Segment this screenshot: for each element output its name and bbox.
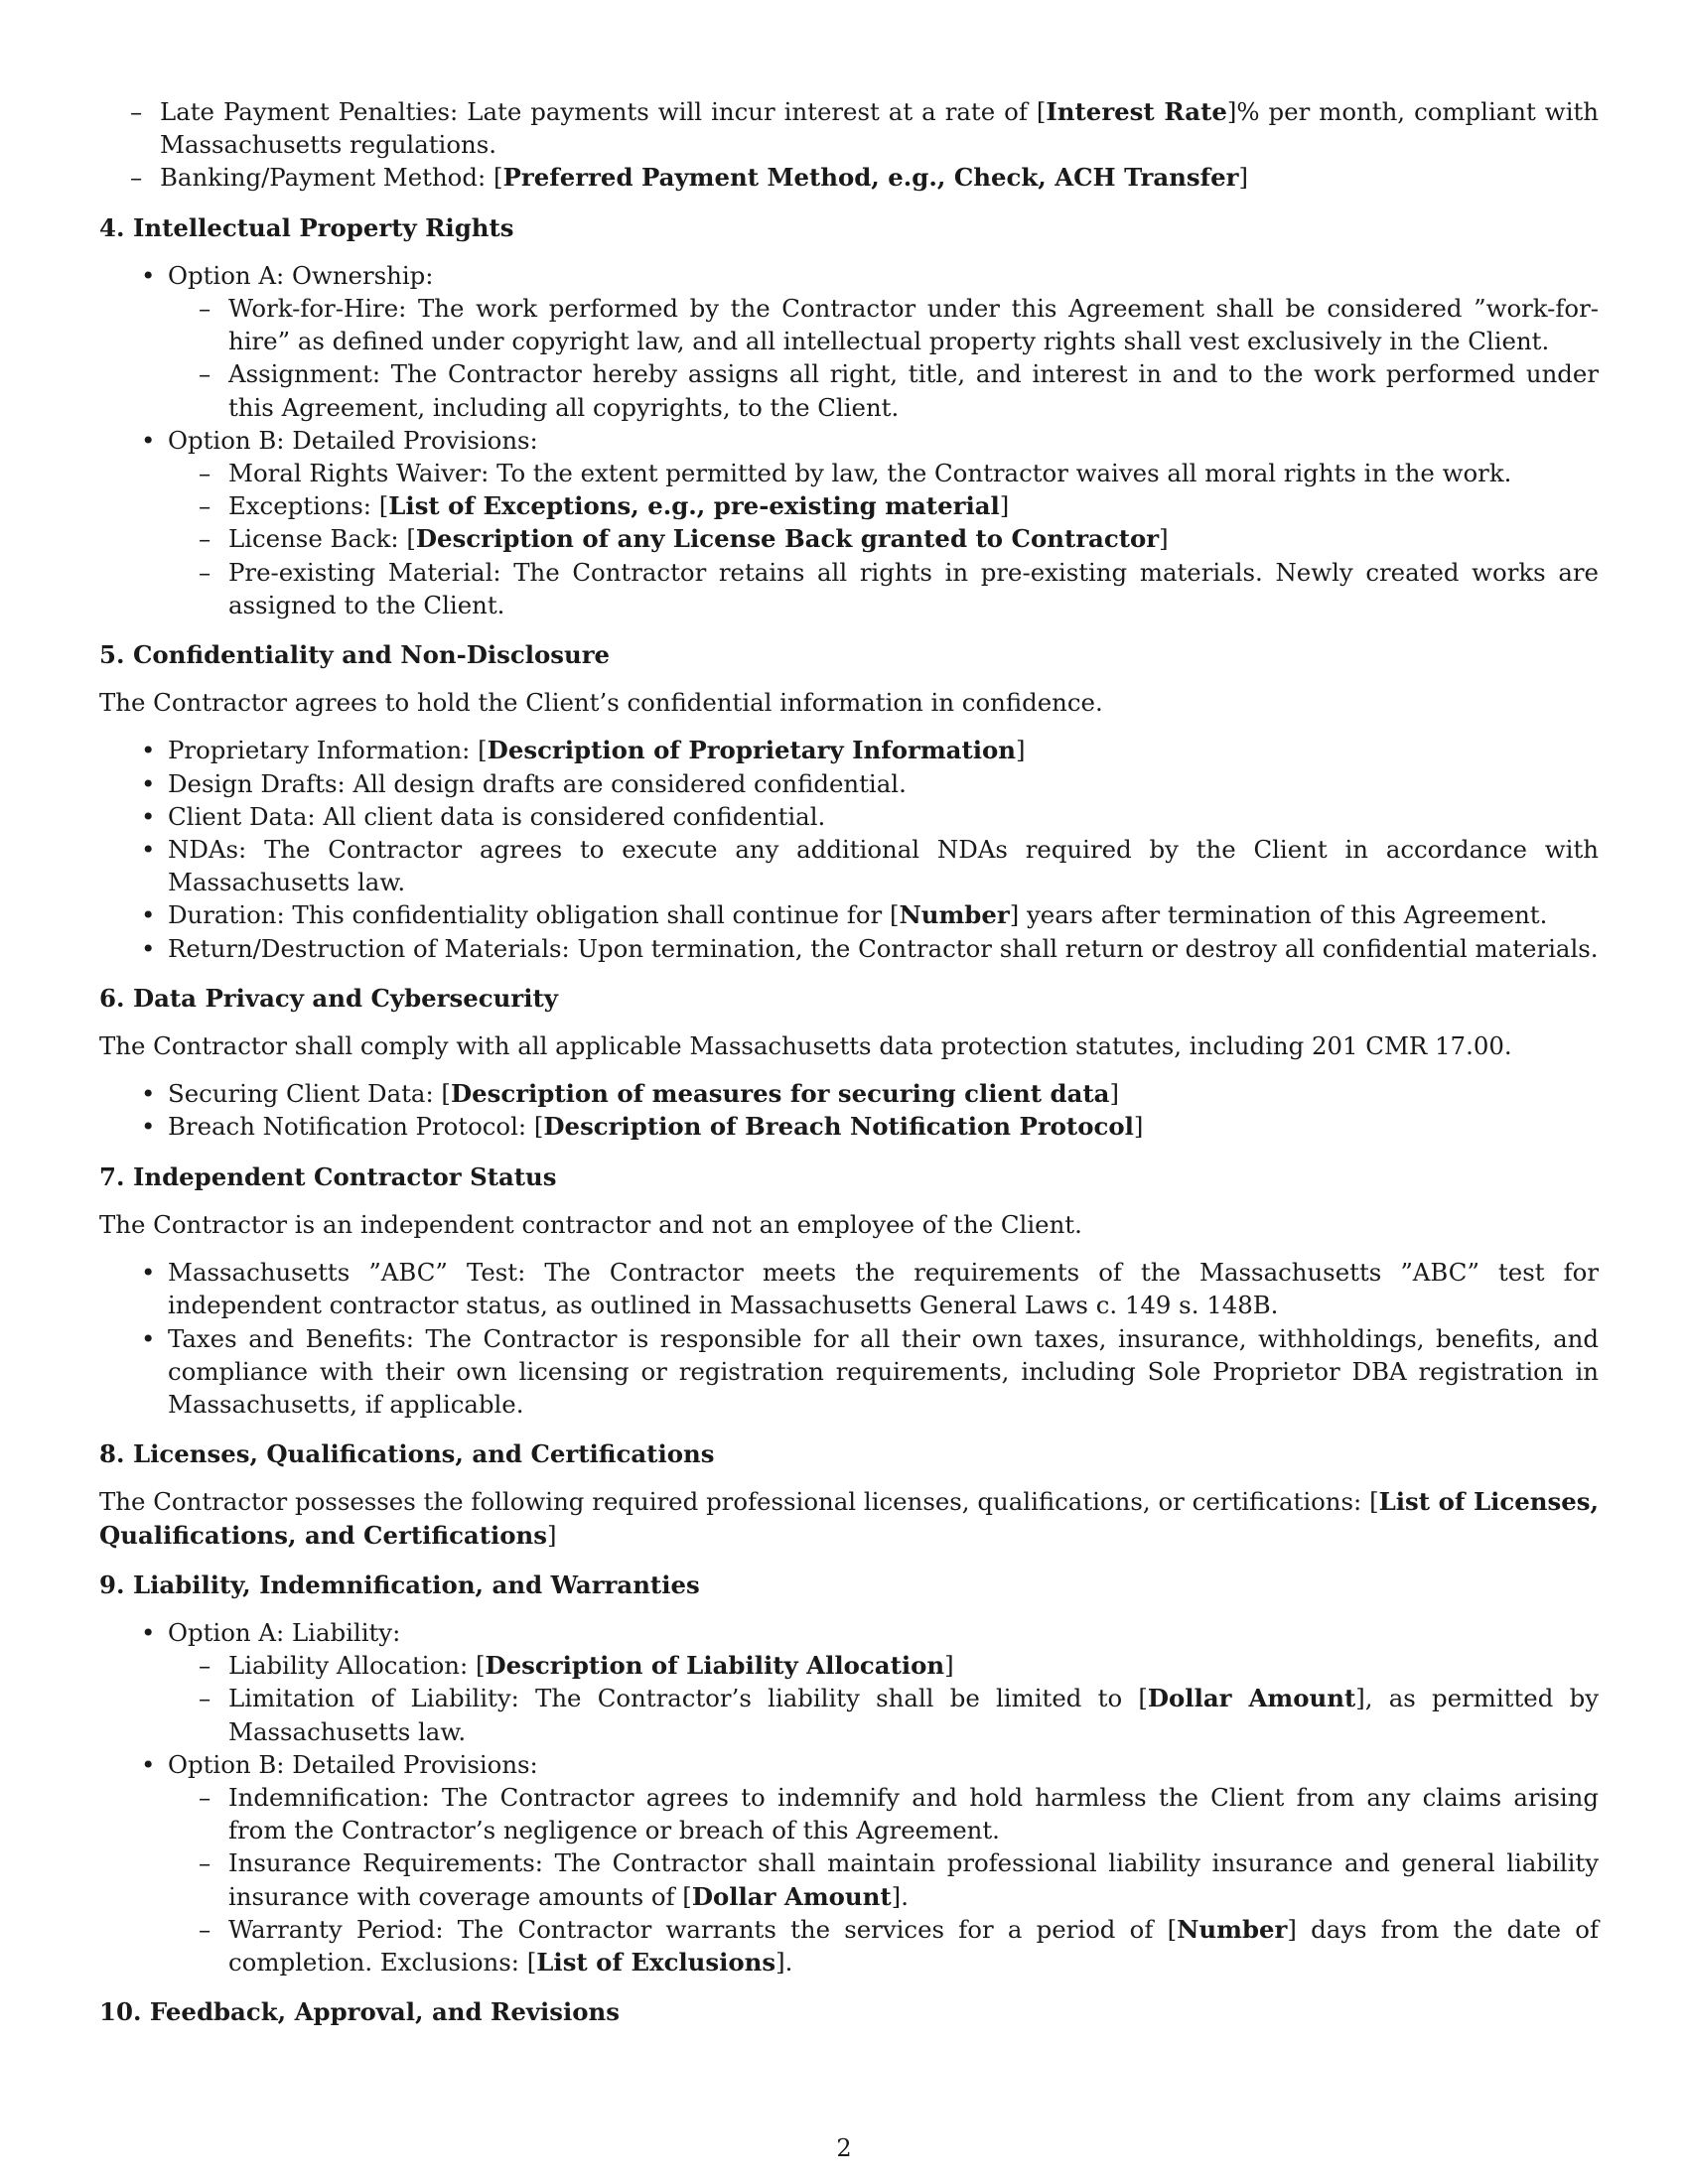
section-heading: 9. Liability, Indemnification, and Warranties	[99, 1570, 700, 1599]
list-item: – Banking/Payment Method: [Preferred Payment Method, e.g., Check, ACH Transfer]	[160, 161, 1599, 194]
section-heading: 10. Feedback, Approval, and Revisions	[99, 1997, 621, 2027]
list-item: – Warranty Period: The Contractor warrants the services for a period of [Number] days from the date of completion. Exclusions: [List of Exclusions].	[228, 1913, 1599, 1979]
list-item: • Client Data: All client data is considered confidential.	[168, 800, 1599, 833]
list-item: • Securing Client Data: [Description of measures for securing client data]	[168, 1077, 1599, 1110]
paragraph: The Contractor possesses the following required professional licenses, qualifications, or certifications: [List of Licenses, Qualifications, and Certifications]	[99, 1487, 1599, 1550]
list-item: • Option B: Detailed Provisions: – Moral Rights Waiver: To the extent permitted by law, the Contractor waives all moral rights in the work. – Exceptions: [List of Exceptions, e.g., pre-existing material] – License Back: [Description of any License Back granted to Contractor] – Pre-existing Material: The Contractor retains all rights in pre-existing materials. Newly created works are assigned to the Client.	[168, 424, 1599, 621]
list-item: • Design Drafts: All design drafts are considered confidential.	[168, 767, 1599, 800]
list-item: • Option B: Detailed Provisions: – Indemnification: The Contractor agrees to indemnify and hold harmless the Client from any claims arising from the Contractor’s negligence or breach of this Agreement. – Insurance Requirements: The Contractor shall maintain professional liability insurance and general liability insurance with coverage amounts of [Dollar Amount]. – Warranty Period: The Contractor warrants the services for a period of [Number] days from the date of completion. Exclusions: [List of Exclusions].	[168, 1748, 1599, 1979]
ip-options-list	[99, 259, 1599, 621]
list-item: • Option A: Liability: – Liability Allocation: [Description of Liability Allocation] – Limitation of Liability: The Contractor’s liability shall be limited to [Dollar Amount], as permitted by Massachusetts law.	[168, 1616, 1599, 1748]
paragraph: The Contractor is an independent contractor and not an employee of the Client.	[99, 1209, 1082, 1239]
section-heading: 4. Intellectual Property Rights	[99, 212, 514, 242]
privacy-list	[99, 1077, 1599, 1143]
page-number: 2	[836, 2134, 852, 2162]
list-item: – Pre-existing Material: The Contractor retains all rights in pre-existing materials. Newly created works are assigned to the Client.	[228, 556, 1599, 621]
list-item: • NDAs: The Contractor agrees to execute any additional NDAs required by the Client in accordance with Massachusetts law.	[168, 833, 1599, 898]
list-item: – Exceptions: [List of Exceptions, e.g., pre-existing material]	[228, 489, 1599, 522]
paragraph: The Contractor agrees to hold the Client’s confidential information in confidence.	[99, 688, 1103, 718]
list-item: – Work-for-Hire: The work performed by the Contractor under this Agreement shall be considered ”work-for-hire” as defined under copyright law, and all intellectual property rights shall vest exclusively in the Client.	[228, 292, 1599, 357]
section-heading: 7. Independent Contractor Status	[99, 1161, 557, 1191]
list-item: – Limitation of Liability: The Contractor’s liability shall be limited to [Dollar Amount], as permitted by Massachusetts law.	[228, 1682, 1599, 1747]
list-item: – Late Payment Penalties: Late payments will incur interest at a rate of [Interest Rate]% per month, compliant with Massachusetts regulations.	[160, 95, 1599, 161]
list-item: – Indemnification: The Contractor agrees to indemnify and hold harmless the Client from any claims arising from the Contractor’s negligence or breach of this Agreement.	[228, 1781, 1599, 1846]
list-item: – License Back: [Description of any License Back granted to Contractor]	[228, 522, 1599, 555]
list-item: – Liability Allocation: [Description of Liability Allocation]	[228, 1649, 1599, 1682]
contractor-status-list	[99, 1256, 1599, 1421]
list-item: • Taxes and Benefits: The Contractor is responsible for all their own taxes, insurance, withholdings, benefits, and compliance with their own licensing or registration requirements, including Sole Proprietor DBA registration in Massachusetts, if applicable.	[168, 1322, 1599, 1422]
liability-options-list	[99, 1616, 1599, 1979]
list-item: – Assignment: The Contractor hereby assigns all right, title, and interest in and to the work performed under this Agreement, including all copyrights, to the Client.	[228, 357, 1599, 423]
list-item: • Breach Notification Protocol: [Description of Breach Notification Protocol]	[168, 1110, 1599, 1143]
list-item: • Return/Destruction of Materials: Upon termination, the Contractor shall return or destroy all confidential materials.	[168, 932, 1599, 965]
list-item: • Massachusetts ”ABC” Test: The Contractor meets the requirements of the Massachusetts ”ABC” test for independent contractor status, as outlined in Massachusetts General Laws c. 149 s. 148B.	[168, 1256, 1599, 1321]
payment-terms-list	[99, 95, 1599, 195]
confidentiality-list	[99, 734, 1599, 964]
list-item: – Moral Rights Waiver: To the extent permitted by law, the Contractor waives all moral rights in the work.	[228, 457, 1599, 489]
list-item: • Duration: This confidentiality obligation shall continue for [Number] years after termination of this Agreement.	[168, 898, 1599, 931]
paragraph: The Contractor shall comply with all applicable Massachusetts data protection statutes, including 201 CMR 17.00.	[99, 1031, 1512, 1061]
list-item: • Proprietary Information: [Description of Proprietary Information]	[168, 734, 1599, 766]
document-page	[99, 95, 1599, 2043]
section-heading: 5. Confidentiality and Non-Disclosure	[99, 640, 611, 670]
list-item: – Insurance Requirements: The Contractor shall maintain professional liability insurance and general liability insurance with coverage amounts of [Dollar Amount].	[228, 1846, 1599, 1912]
list-item: • Option A: Ownership: – Work-for-Hire: The work performed by the Contractor under this Agreement shall be considered ”work-for-hire” as defined under copyright law, and all intellectual property rights shall vest exclusively in the Client. – Assignment: The Contractor hereby assigns all right, title, and interest in and to the work performed under this Agreement, including all copyrights, to the Client.	[168, 259, 1599, 424]
section-heading: 6. Data Privacy and Cybersecurity	[99, 983, 558, 1013]
section-heading: 8. Licenses, Qualifications, and Certifications	[99, 1439, 715, 1469]
